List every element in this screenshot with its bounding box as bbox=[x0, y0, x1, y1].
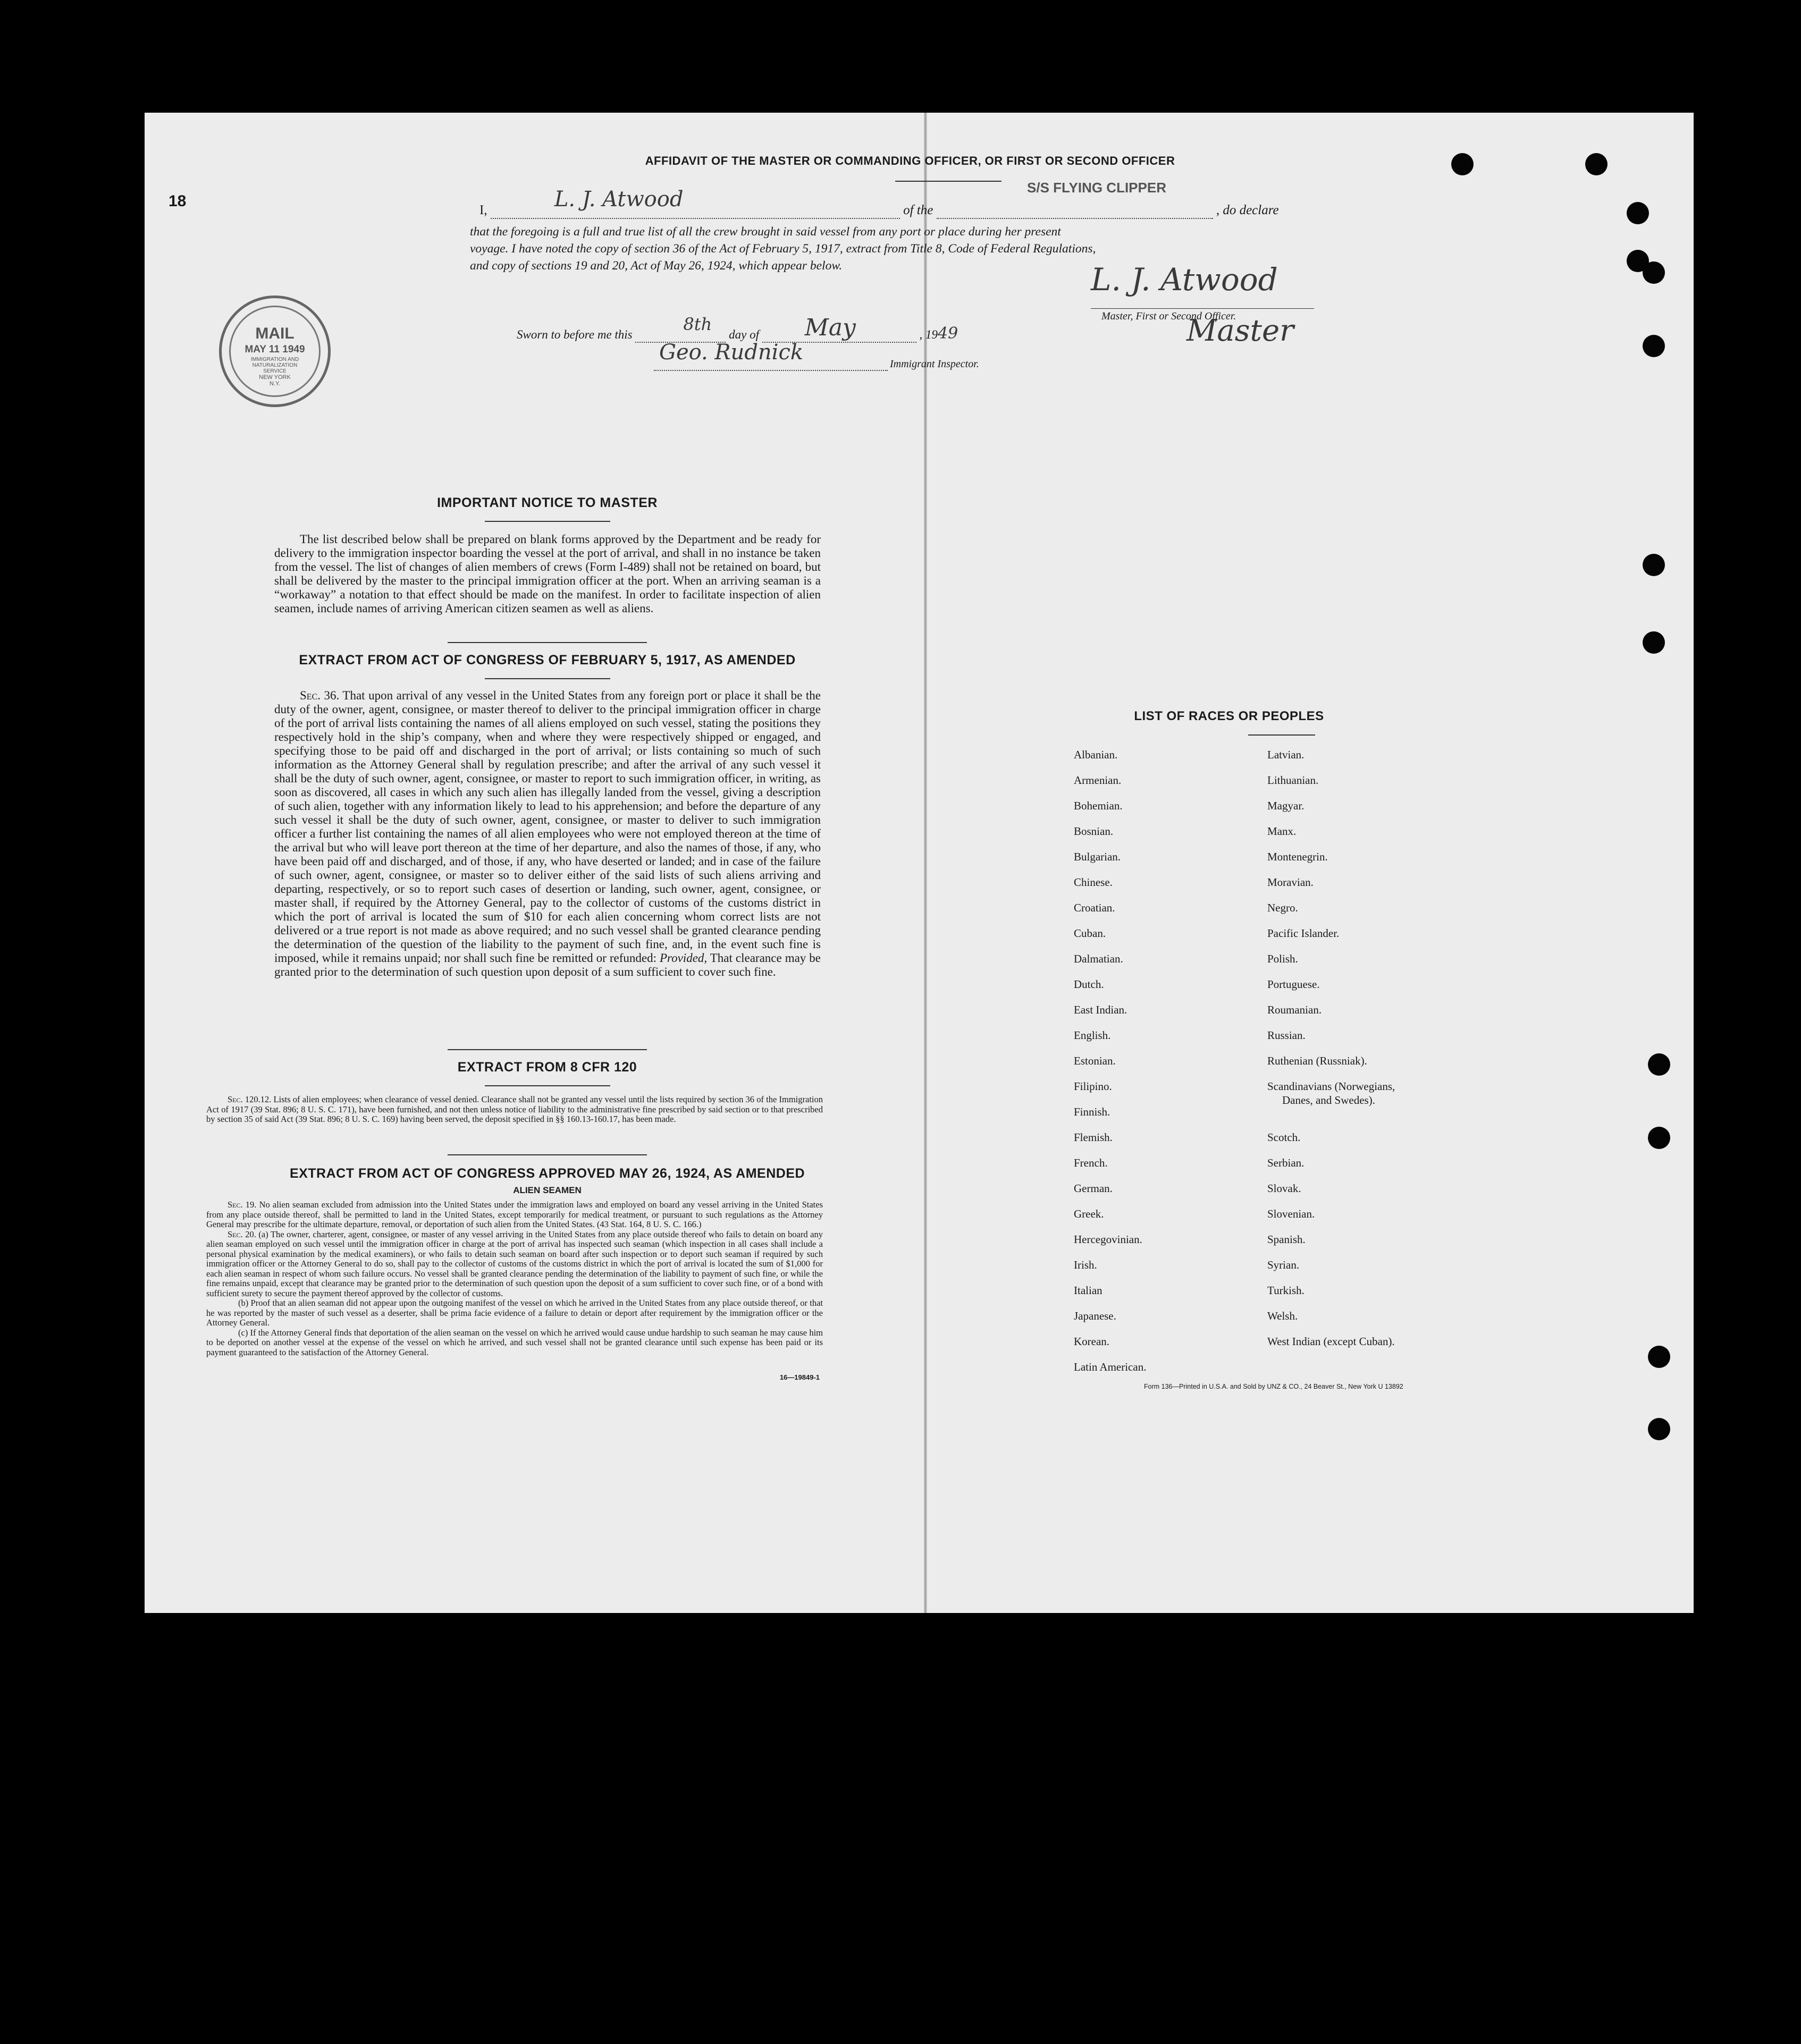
race-item: Slovak. bbox=[1267, 1182, 1301, 1195]
race-item: Portuguese. bbox=[1267, 978, 1320, 991]
race-item: Latvian. bbox=[1267, 748, 1305, 761]
race-item: Syrian. bbox=[1267, 1259, 1300, 1271]
race-item: English. bbox=[1074, 1029, 1111, 1042]
declaration-line-1: that the foregoing is a full and true list of all the crew brought in said vessel from any port or place during her present bbox=[470, 225, 1061, 239]
race-item: Albanian. bbox=[1074, 748, 1118, 761]
section-rule-5 bbox=[448, 1154, 647, 1155]
race-item: Filipino. bbox=[1074, 1080, 1112, 1093]
i-label: I, bbox=[479, 203, 487, 217]
race-item: Latin American. bbox=[1074, 1361, 1147, 1373]
race-item: Armenian. bbox=[1074, 774, 1122, 787]
stamp-line-1: MAIL bbox=[255, 325, 294, 342]
mail-postmark-stamp bbox=[219, 295, 331, 407]
affidavit-title: AFFIDAVIT OF THE MASTER OR COMMANDING OFFICER, OR FIRST OR SECOND OFFICER bbox=[645, 154, 1175, 167]
race-item: West Indian (except Cuban). bbox=[1267, 1335, 1395, 1348]
race-item: Turkish. bbox=[1267, 1284, 1305, 1297]
race-item: German. bbox=[1074, 1182, 1113, 1195]
document-sheet bbox=[145, 113, 1694, 1613]
printer-note: Form 136—Printed in U.S.A. and Sold by UNZ & CO., 24 Beaver St., New York U 13892 bbox=[1144, 1383, 1403, 1390]
race-item: Dutch. bbox=[1074, 978, 1104, 991]
cfr-sec-label: Sec. 120.12. bbox=[228, 1094, 272, 1104]
signature-caption: Master, First or Second Officer. bbox=[1101, 310, 1236, 322]
punch-hole bbox=[1451, 153, 1474, 175]
section-rule-1 bbox=[448, 642, 647, 643]
sec-36-body-end: That clearance may be granted prior to the determination of such question upon deposit of a sum sufficient to cover such fine. bbox=[274, 951, 821, 978]
extract-1917-title: EXTRACT FROM ACT OF CONGRESS OF FEBRUARY 5, 1917, AS AMENDED bbox=[299, 653, 796, 668]
year-prefix: , 19 bbox=[919, 328, 938, 341]
sec-36-body: That upon arrival of any vessel in the United States from any foreign port or place it shall be the duty of the owner, agent, consignee, or master thereof to deliver to the principal immigration officer in charge of the port of arrival lists containing the names of all aliens employed on such vessel, stating the positions they respectively hold in the ship’s company, when and where they were respectively shipped or engaged, and specifying those to be paid off and discharged in the port of arrival; or lists containing so much of such information as the Attorney General shall by regulation prescribe; and after the arrival of any such vessel it shall be the duty of such owner, agent, consignee, or master to report to such immigration officer, in writing, as soon as discovered, all cases in which any such alien has illegally landed from the vessel, giving a description of such alien, together with any information likely to lead to his apprehension; and before the departure of any such vessel it shall be the duty of such owner, agent, consignee, or master to deliver to such immigration officer a further list containing the names of all alien employees who were not employed thereon at the time of the arrival but who will leave port thereon at the time of her departure, and also the names of those, if any, who have been paid off and discharged, and of those, if any, who have deserted or landed; and in case of the failure of such owner, agent, consignee, or master so to deliver either of the said lists of such aliens arriving and departing, respectively, or so to report such cases of desertion or landing, such owner, agent, consignee, or master shall, if required by the Attorney General, pay to the collector of customs of the customs district in which the port of arrival is located the sum of $10 for each alien concerning whom correct lists are not delivered or a true report is not made as above required; and no such vessel shall be granted clearance pending the determination of the question of the liability to the payment of such fine, and, in the event such fine is imposed, while it remains unpaid; nor shall such fine be remitted or refunded: bbox=[274, 689, 821, 965]
section-rule-2 bbox=[485, 678, 610, 679]
race-item: Flemish. bbox=[1074, 1131, 1113, 1144]
race-item: Polish. bbox=[1267, 952, 1298, 965]
sec-20b-paragraph: (b) Proof that an alien seaman did not appear upon the outgoing manifest of the vessel on which he arrived in the United States from any place outside thereof, or that he was reported by the master of such vessel as a deserter, shall be prima facie evidence of a failure to detain or deport after requirement by the immigration officer or the Attorney General. bbox=[206, 1298, 823, 1328]
race-item: Spanish. bbox=[1267, 1233, 1306, 1246]
declaration-line-2: voyage. I have noted the copy of section 36 of the Act of February 5, 1917, extract from Title 8, Code of Federal Regulations, bbox=[470, 242, 1096, 256]
race-item: Bohemian. bbox=[1074, 799, 1123, 812]
punch-hole bbox=[1648, 1053, 1670, 1076]
punch-hole bbox=[1643, 554, 1665, 576]
sec-19-paragraph bbox=[206, 1200, 823, 1230]
races-left-column bbox=[1074, 742, 1146, 1380]
race-item: Korean. bbox=[1074, 1335, 1110, 1348]
inspector-blank bbox=[654, 340, 888, 371]
punch-hole bbox=[1643, 631, 1665, 654]
notice-text: The list described below shall be prepared on blank forms approved by the Department and be ready for delivery to the immigration inspector boarding the vessel at the port of arrival, and shall in no instance be taken from the vessel. The list of changes of alien members of crews (Form I-489) shall not be retained on board, but shall be delivered by the master to the principal immigration officer at the port. When an arriving seaman is a “workaway” a notation to that effect should be made on the manifest. In order to facilitate inspection of alien seamen, include names of arriving American citizen seamen as well as aliens. bbox=[274, 533, 821, 615]
race-item: Danes, and Swedes). bbox=[1282, 1094, 1375, 1107]
race-item: Bosnian. bbox=[1074, 825, 1114, 838]
extract-1917-text bbox=[274, 689, 821, 979]
of-the-label: of the bbox=[903, 203, 933, 217]
punch-hole bbox=[1643, 335, 1665, 357]
provided-word: Provided, bbox=[659, 951, 708, 965]
sworn-prefix: Sworn to before me this bbox=[517, 328, 633, 341]
sec-19-label: Sec. 19. bbox=[228, 1200, 257, 1210]
year-handwritten: 49 bbox=[938, 324, 958, 343]
race-item: Moravian. bbox=[1267, 876, 1314, 889]
punch-hole bbox=[1643, 261, 1665, 284]
race-item: Greek. bbox=[1074, 1207, 1104, 1220]
sec-19-body: No alien seaman excluded from admission into the United States under the immigration laws and employed on board any vessel arriving in the United States from any place outside thereof, shall be permitted to land in the United States, except temporarily for medical treatment, or pursuant to such regulations as the Attorney General may prescribe for the ultimate departure, removal, or deportation of such alien from the United States. (43 Stat. 164, 8 U. S. C. 166.) bbox=[206, 1200, 823, 1229]
race-item: Ruthenian (Russniak). bbox=[1267, 1054, 1367, 1067]
race-item: Manx. bbox=[1267, 825, 1297, 838]
races-rule bbox=[1248, 734, 1315, 736]
race-item: Bulgarian. bbox=[1074, 850, 1121, 863]
race-item: Scandinavians (Norwegians, bbox=[1267, 1080, 1395, 1093]
race-item: Welsh. bbox=[1267, 1310, 1298, 1322]
stamp-line-3: IMMIGRATION AND NATURALIZATION SERVICE bbox=[250, 357, 299, 374]
race-item: Hercegovinian. bbox=[1074, 1233, 1142, 1246]
notice-rule bbox=[485, 521, 610, 522]
sec-20a-paragraph bbox=[206, 1230, 823, 1299]
race-item: Negro. bbox=[1267, 901, 1298, 914]
declaration-line-3: and copy of sections 19 and 20, Act of May 26, 1924, which appear below. bbox=[470, 259, 843, 273]
races-title: LIST OF RACES OR PEOPLES bbox=[1134, 709, 1324, 723]
declarant-handwritten: L. J. Atwood bbox=[554, 187, 684, 212]
inspector-line bbox=[654, 340, 979, 371]
race-item: Lithuanian. bbox=[1267, 774, 1319, 787]
declaration-body bbox=[470, 223, 1480, 274]
race-item: Cuban. bbox=[1074, 927, 1106, 940]
race-item: Finnish. bbox=[1074, 1105, 1110, 1118]
race-item: Japanese. bbox=[1074, 1310, 1116, 1322]
punch-hole bbox=[1648, 1346, 1670, 1368]
month-handwritten: May bbox=[804, 314, 856, 341]
sec-20-label: Sec. 20. bbox=[228, 1229, 256, 1239]
punch-hole bbox=[1585, 153, 1608, 175]
punch-hole bbox=[1648, 1418, 1670, 1440]
margin-mark: 18 bbox=[169, 192, 187, 210]
cfr-text bbox=[206, 1095, 823, 1125]
signature-rule bbox=[1091, 308, 1314, 309]
sec-20a-body: (a) The owner, charterer, agent, consignee, or master of any vessel arriving in the United States from any place outside thereof who fails to detain on board any alien seaman employed on such vessel until the immigration officer in charge at the port of arrival has inspected such seaman (which inspection in all cases shall include a personal physical examination by the medical examiners), or who fails to detain such seaman on board after such inspection or to deport such seaman if required by such immigration officer or the Attorney General to do so, shall pay to the collector of customs of the customs district in which the port of arrival is located the sum of $1,000 for each alien seaman in respect of whom such failure occurs. No vessel shall be granted clearance pending the determination of the liability to payment of such fine, or while the fine remains unpaid, except that clearance may be granted prior to the determination of such question upon the deposit of a sum sufficient to cover such fine, or of a bond with sufficient surety to secure the payment thereof approved by the collector of customs. bbox=[206, 1229, 823, 1298]
day-of-label: day of bbox=[729, 328, 759, 341]
alien-seamen-subtitle: ALIEN SEAMEN bbox=[513, 1185, 582, 1195]
section-rule-4 bbox=[485, 1085, 610, 1086]
notice-title: IMPORTANT NOTICE TO MASTER bbox=[437, 495, 658, 510]
race-item: Roumanian. bbox=[1267, 1003, 1322, 1016]
cfr-body: Lists of alien employees; when clearance of vessel denied. Clearance shall not be granted any vessel until the lists required by section 36 of the Immigration Act of 1917 (39 Stat. 896; 8 U. S. C. 171), have been furnished, and not then unless notice of liability to the administrative fine prescribed by said section or to that prescribed by section 35 of said Act (39 Stat. 896; 8 U. S. C. 169) having been served, the deposit specified in §§ 160.13-160.17, has been made. bbox=[206, 1094, 823, 1124]
master-signature: L. J. Atwood bbox=[1091, 261, 1278, 298]
race-item: Pacific Islander. bbox=[1267, 927, 1340, 940]
race-item: Italian bbox=[1074, 1284, 1103, 1297]
extract-1924-text bbox=[206, 1200, 823, 1357]
stamp-line-2: MAY 11 1949 bbox=[245, 344, 305, 355]
race-item: East Indian. bbox=[1074, 1003, 1127, 1016]
race-item: Dalmatian. bbox=[1074, 952, 1123, 965]
stamp-line-4: NEW YORK bbox=[259, 374, 291, 381]
inspector-handwritten: Geo. Rudnick bbox=[659, 340, 804, 365]
race-item: Magyar. bbox=[1267, 799, 1305, 812]
inspector-caption: Immigrant Inspector. bbox=[890, 358, 979, 370]
day-handwritten: 8th bbox=[683, 314, 712, 334]
race-item: Chinese. bbox=[1074, 876, 1113, 889]
punch-hole bbox=[1627, 202, 1649, 224]
rank-handwritten: Master bbox=[1186, 314, 1294, 348]
section-rule-3 bbox=[448, 1049, 647, 1050]
cfr-title: EXTRACT FROM 8 CFR 120 bbox=[457, 1060, 637, 1075]
punch-hole bbox=[1648, 1127, 1670, 1149]
race-item: Serbian. bbox=[1267, 1156, 1305, 1169]
race-item: Estonian. bbox=[1074, 1054, 1116, 1067]
form-code: 16—19849-1 bbox=[779, 1373, 820, 1381]
race-item: Croatian. bbox=[1074, 901, 1115, 914]
stamp-line-5: N.Y. bbox=[270, 381, 280, 387]
race-item: Slovenian. bbox=[1267, 1207, 1315, 1220]
race-item: Russian. bbox=[1267, 1029, 1306, 1042]
vessel-blank bbox=[937, 203, 1213, 219]
title-rule bbox=[895, 181, 1002, 182]
race-item: Scotch. bbox=[1267, 1131, 1301, 1144]
sec-20c-paragraph: (c) If the Attorney General finds that deportation of the alien seaman on the vessel on which he arrived would cause undue hardship to such seaman he may cause him to be deported on another vessel at the expense of the vessel on which he arrived, and such vessel shall not be granted clearance until such expense has been paid or its payment guaranteed to the satisfaction of the Attorney General. bbox=[206, 1327, 823, 1357]
race-item: Irish. bbox=[1074, 1259, 1097, 1271]
race-item: Montenegrin. bbox=[1267, 850, 1328, 863]
race-item: French. bbox=[1074, 1156, 1108, 1169]
do-declare-label: , do declare bbox=[1216, 203, 1279, 217]
races-right-column bbox=[1267, 742, 1395, 1354]
extract-1924-title: EXTRACT FROM ACT OF CONGRESS APPROVED MAY 26, 1924, AS AMENDED bbox=[289, 1166, 805, 1181]
sec-36-label: Sec. 36. bbox=[300, 689, 340, 702]
declarant-blank bbox=[491, 187, 900, 219]
vessel-name: S/S FLYING CLIPPER bbox=[1027, 180, 1166, 196]
